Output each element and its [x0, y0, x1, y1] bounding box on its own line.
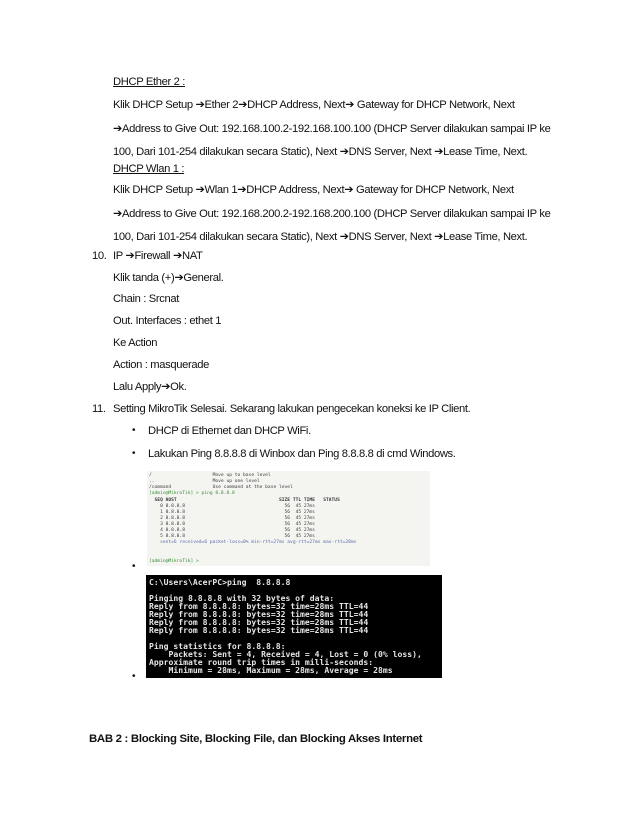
- wlan1-step-line-3: 100, Dari 101-254 dilakukan secara Static), Next ➔DNS Server, Next ➔Lease Time, Next.: [113, 231, 528, 243]
- winbox-line: 0 8.8.8.8 56 45 27ms: [149, 504, 315, 509]
- bullet-marker: •: [132, 671, 136, 682]
- winbox-line: 1 8.8.8.8 56 45 27ms: [149, 510, 315, 515]
- winbox-line: .. Move up one level: [149, 479, 260, 484]
- bullet-marker: •: [132, 448, 136, 459]
- cmd-line: Packets: Sent = 4, Received = 4, Lost = 0 (0% loss),: [149, 649, 422, 659]
- cmd-line: Reply from 8.8.8.8: bytes=32 time=28ms TTL=44: [149, 601, 369, 611]
- cmd-terminal-screenshot: [146, 575, 442, 678]
- step-11-line-1: Setting MikroTik Selesai. Sekarang lakukan pengecekan koneksi ke IP Client.: [113, 403, 471, 415]
- wlan1-step-line-1: Klik DHCP Setup ➔Wlan 1➔DHCP Address, Next➔ Gateway for DHCP Network, Next: [113, 184, 514, 196]
- step-10-line-6: Action : masquerade: [113, 359, 209, 371]
- bullet-item-dhcp: DHCP di Ethernet dan DHCP WiFi.: [148, 425, 311, 437]
- step-10-line-2: Klik tanda (+)➔General.: [113, 272, 224, 284]
- dhcp-ether2-title: DHCP Ether 2 :: [113, 76, 185, 88]
- cmd-line: Ping statistics for 8.8.8.8:: [149, 641, 286, 651]
- ether2-step-line-2: ➔Address to Give Out: 192.168.100.2-192.168.100.100 (DHCP Server dilakukan sampai IP ke: [113, 123, 551, 135]
- ether2-step-line-3: 100, Dari 101-254 dilakukan secara Static), Next ➔DNS Server, Next ➔Lease Time, Next.: [113, 146, 528, 158]
- winbox-line: 3 8.8.8.8 56 45 27ms: [149, 522, 315, 527]
- cmd-line: Approximate round trip times in milli-seconds:: [149, 657, 374, 667]
- winbox-line: /command Use command at the base level: [149, 485, 293, 490]
- wlan1-step-line-2: ➔Address to Give Out: 192.168.200.2-192.168.200.100 (DHCP Server dilakukan sampai IP ke: [113, 208, 551, 220]
- cmd-line: Reply from 8.8.8.8: bytes=32 time=28ms TTL=44: [149, 617, 369, 627]
- winbox-line: [admin@MikroTik] > ping 8.8.8.8: [149, 491, 235, 496]
- winbox-terminal-screenshot: [147, 471, 430, 566]
- winbox-line: 2 8.8.8.8 56 45 27ms: [149, 516, 315, 521]
- cmd-line: Minimum = 28ms, Maximum = 28ms, Average = 28ms: [149, 665, 393, 675]
- step-10-line-3: Chain : Srcnat: [113, 293, 179, 305]
- step-10-line-4: Out. Interfaces : ethet 1: [113, 315, 222, 327]
- cmd-line: C:\Users\AcerPC>ping 8.8.8.8: [149, 577, 291, 587]
- chapter-heading: BAB 2 : Blocking Site, Blocking File, dan Blocking Akses Internet: [89, 733, 423, 745]
- step-10-line-5: Ke Action: [113, 337, 158, 349]
- winbox-line: SEQ HOST SIZE TTL TIME STATUS: [149, 498, 340, 503]
- step-10-line-1: IP ➔Firewall ➔NAT: [113, 250, 203, 262]
- winbox-line: 5 8.8.8.8 56 45 27ms: [149, 534, 315, 539]
- step-number-11: 11.: [92, 403, 106, 415]
- ether2-step-line-1: Klik DHCP Setup ➔Ether 2➔DHCP Address, Next➔ Gateway for DHCP Network, Next: [113, 99, 515, 111]
- bullet-marker: •: [132, 425, 136, 436]
- winbox-line: sent=6 received=6 packet-loss=0% min-rtt=27ms avg-rtt=27ms max-rtt=28ms: [149, 540, 357, 545]
- winbox-line: 4 8.8.8.8 56 45 27ms: [149, 528, 315, 533]
- cmd-line: Pinging 8.8.8.8 with 32 bytes of data:: [149, 593, 335, 603]
- step-10-line-7: Lalu Apply➔Ok.: [113, 381, 187, 393]
- winbox-line: [admin@MikroTik] >: [149, 559, 199, 564]
- bullet-item-ping: Lakukan Ping 8.8.8.8 di Winbox dan Ping 8.8.8.8 di cmd Windows.: [148, 448, 456, 460]
- winbox-line: / Move up to base level: [149, 473, 271, 478]
- dhcp-wlan1-title: DHCP Wlan 1 :: [113, 163, 185, 175]
- cmd-line: Reply from 8.8.8.8: bytes=32 time=28ms TTL=44: [149, 609, 369, 619]
- bullet-marker: •: [132, 561, 136, 572]
- step-number-10: 10.: [92, 250, 107, 262]
- cmd-line: Reply from 8.8.8.8: bytes=32 time=28ms TTL=44: [149, 625, 369, 635]
